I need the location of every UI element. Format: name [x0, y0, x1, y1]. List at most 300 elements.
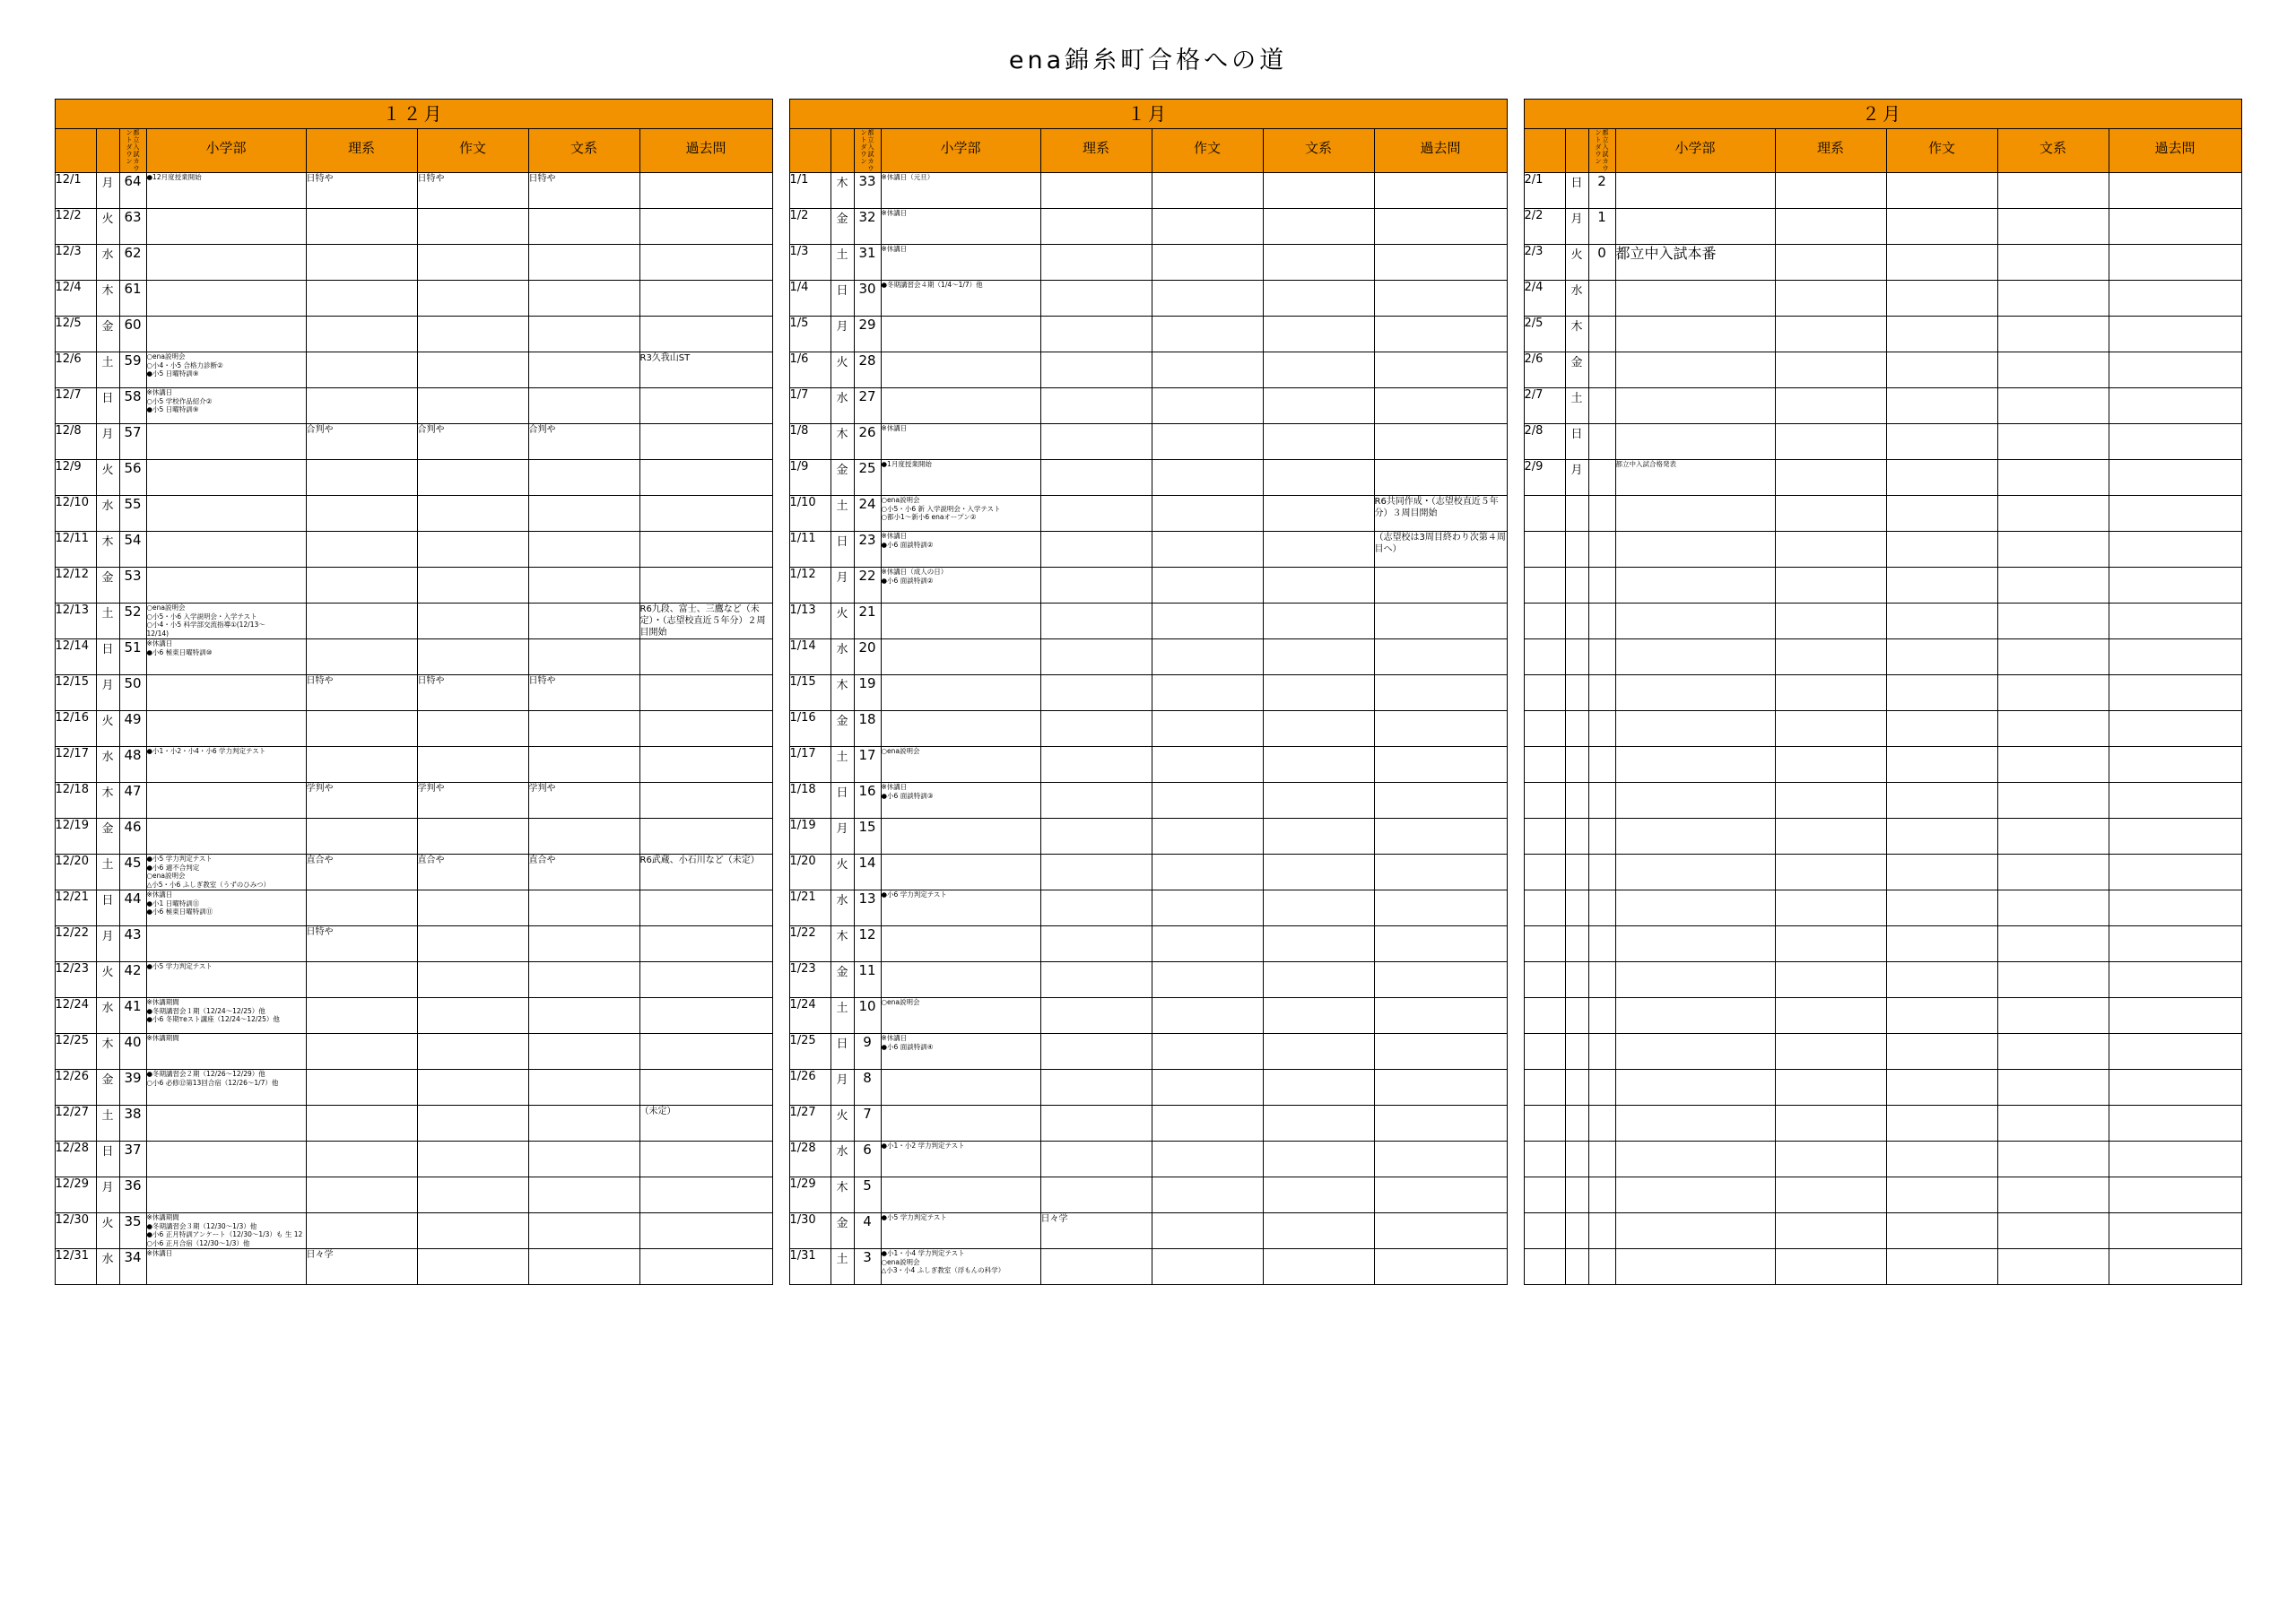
header-countdown: ン ト ダ ウ ン 都 立 入 試 カ ウ: [1588, 129, 1615, 173]
cell-date: 2/3: [1524, 245, 1565, 281]
cell-date: [1524, 532, 1565, 568]
cell-countdown: [1588, 460, 1615, 496]
table-row: [55, 604, 772, 639]
cell-kakomon: [2109, 1070, 2241, 1106]
cell-rikei: [1040, 532, 1152, 568]
cell-rikei: [1040, 1106, 1152, 1142]
cell-bunkei: [1997, 496, 2109, 532]
cell-sakubun: [1152, 675, 1263, 711]
cell-kakomon: （志望校は3周目終わり次第４周目へ）: [1374, 532, 1507, 568]
table-row: [1524, 1106, 2241, 1142]
cell-bunkei: [528, 532, 639, 568]
cell-kakomon: [639, 1177, 772, 1213]
cell-sakubun: [1886, 245, 1997, 281]
cell-kakomon: [1374, 209, 1507, 245]
cell-bunkei: [1997, 604, 2109, 639]
cell-sakubun: [1152, 639, 1263, 675]
cell-date: [1524, 675, 1565, 711]
cell-rikei: [1040, 711, 1152, 747]
cell-date: 12/19: [55, 819, 96, 855]
cell-kakomon: [2109, 496, 2241, 532]
calendar-grid: [0, 99, 2296, 1285]
cell-date: 12/16: [55, 711, 96, 747]
cell-countdown: [1588, 639, 1615, 675]
cell-shougakubu: [1615, 281, 1775, 317]
cell-rikei: [1040, 747, 1152, 783]
cell-bunkei: [1263, 819, 1374, 855]
cell-dayofweek: [1565, 496, 1588, 532]
cell-bunkei: [1997, 711, 2109, 747]
cell-dayofweek: 火: [831, 1106, 854, 1142]
cell-shougakubu: [1615, 424, 1775, 460]
table-row: [55, 890, 772, 926]
cell-kakomon: [1374, 639, 1507, 675]
cell-sakubun: [1152, 819, 1263, 855]
cell-date: 12/29: [55, 1177, 96, 1213]
cell-rikei: [306, 1034, 417, 1070]
table-row: [789, 317, 1507, 352]
cell-dayofweek: 土: [831, 496, 854, 532]
cell-rikei: [1775, 496, 1886, 532]
cell-shougakubu: [1615, 747, 1775, 783]
cell-sakubun: [1886, 1177, 1997, 1213]
cell-countdown: [1588, 1070, 1615, 1106]
cell-rikei: [1040, 352, 1152, 388]
cell-rikei: [1775, 604, 1886, 639]
cell-dayofweek: [1565, 604, 1588, 639]
cell-date: 1/9: [789, 460, 831, 496]
cell-bunkei: [1997, 890, 2109, 926]
cell-bunkei: [1263, 281, 1374, 317]
cell-kakomon: [1374, 1106, 1507, 1142]
cell-dayofweek: 月: [96, 424, 119, 460]
table-row: [789, 1177, 1507, 1213]
cell-shougakubu: [146, 532, 306, 568]
cell-bunkei: [1263, 173, 1374, 209]
cell-sakubun: [1886, 783, 1997, 819]
cell-shougakubu: ※休講日 ●小6 極東日曜特訓⑩: [146, 639, 306, 675]
cell-countdown: [1588, 747, 1615, 783]
header-sakubun: 作文: [1886, 129, 1997, 173]
cell-dayofweek: 火: [96, 209, 119, 245]
cell-dayofweek: 日: [96, 890, 119, 926]
cell-rikei: [306, 388, 417, 424]
cell-sakubun: [1886, 604, 1997, 639]
table-row: [55, 675, 772, 711]
table-row: [1524, 209, 2241, 245]
cell-kakomon: R6武蔵、小石川など（未定）: [639, 855, 772, 890]
cell-kakomon: [639, 424, 772, 460]
cell-rikei: [306, 281, 417, 317]
cell-countdown: 33: [854, 173, 881, 209]
cell-countdown: [1588, 568, 1615, 604]
page-title: ena錦糸町合格への道: [1008, 47, 1288, 74]
cell-dayofweek: 木: [831, 173, 854, 209]
cell-dayofweek: 土: [831, 245, 854, 281]
cell-dayofweek: [1565, 639, 1588, 675]
cell-date: [1524, 998, 1565, 1034]
cell-shougakubu: 都立中入試合格発表: [1615, 460, 1775, 496]
cell-rikei: [306, 890, 417, 926]
header-dayofweek: [96, 129, 119, 173]
cell-rikei: [1775, 747, 1886, 783]
cell-countdown: 0: [1588, 245, 1615, 281]
cell-kakomon: [2109, 568, 2241, 604]
cell-date: 12/15: [55, 675, 96, 711]
cell-sakubun: [1886, 317, 1997, 352]
cell-kakomon: [639, 783, 772, 819]
cell-kakomon: [639, 388, 772, 424]
cell-rikei: [1040, 998, 1152, 1034]
cell-kakomon: [1374, 1213, 1507, 1249]
cell-shougakubu: [1615, 998, 1775, 1034]
cell-bunkei: [528, 926, 639, 962]
cell-bunkei: [528, 568, 639, 604]
cell-rikei: [306, 1213, 417, 1249]
month-separator: [773, 99, 789, 1285]
cell-date: [1524, 1249, 1565, 1285]
cell-bunkei: [1263, 352, 1374, 388]
header-bunkei: 文系: [1263, 129, 1374, 173]
cell-dayofweek: 月: [831, 1070, 854, 1106]
cell-shougakubu: [146, 1106, 306, 1142]
table-row: [55, 209, 772, 245]
cell-sakubun: [1152, 388, 1263, 424]
cell-kakomon: R6共同作成・（志望校直近５年分）３周目開始: [1374, 496, 1507, 532]
cell-dayofweek: [1565, 998, 1588, 1034]
cell-countdown: 47: [119, 783, 146, 819]
cell-bunkei: [1263, 926, 1374, 962]
cell-rikei: [306, 639, 417, 675]
table-row: [1524, 998, 2241, 1034]
cell-sakubun: [417, 532, 528, 568]
cell-shougakubu: ○ena説明会: [881, 998, 1040, 1034]
cell-shougakubu: [146, 281, 306, 317]
cell-countdown: 43: [119, 926, 146, 962]
cell-countdown: 12: [854, 926, 881, 962]
cell-rikei: [1040, 496, 1152, 532]
cell-bunkei: [1997, 783, 2109, 819]
cell-countdown: 53: [119, 568, 146, 604]
cell-bunkei: [1997, 1106, 2109, 1142]
cell-shougakubu: ○ena説明会 ○小5・小6 入学説明会・入学テスト ○小4・小5 科学部交流指導①(12/13～ 12/14): [146, 604, 306, 639]
cell-shougakubu: [881, 604, 1040, 639]
cell-kakomon: [2109, 890, 2241, 926]
cell-shougakubu: [146, 926, 306, 962]
cell-kakomon: [639, 998, 772, 1034]
cell-sakubun: [1886, 998, 1997, 1034]
cell-bunkei: [1263, 1249, 1374, 1285]
cell-bunkei: [1997, 352, 2109, 388]
table-row: [789, 962, 1507, 998]
cell-kakomon: [1374, 998, 1507, 1034]
table-row: [789, 352, 1507, 388]
cell-dayofweek: [1565, 1249, 1588, 1285]
cell-rikei: [1040, 1070, 1152, 1106]
cell-bunkei: [1997, 855, 2109, 890]
cell-countdown: 46: [119, 819, 146, 855]
cell-date: 12/18: [55, 783, 96, 819]
cell-rikei: [306, 209, 417, 245]
cell-countdown: 52: [119, 604, 146, 639]
cell-countdown: 26: [854, 424, 881, 460]
cell-kakomon: [2109, 1034, 2241, 1070]
cell-rikei: [306, 747, 417, 783]
cell-bunkei: [1997, 675, 2109, 711]
cell-kakomon: [2109, 173, 2241, 209]
cell-date: 1/25: [789, 1034, 831, 1070]
cell-sakubun: [417, 1249, 528, 1285]
header-date: [55, 129, 96, 173]
cell-dayofweek: 土: [831, 998, 854, 1034]
cell-date: 1/13: [789, 604, 831, 639]
table-row: [789, 532, 1507, 568]
cell-dayofweek: 火: [96, 711, 119, 747]
table-row: [789, 783, 1507, 819]
cell-shougakubu: [881, 388, 1040, 424]
cell-countdown: [1588, 424, 1615, 460]
table-row: [1524, 568, 2241, 604]
cell-kakomon: [1374, 424, 1507, 460]
cell-dayofweek: 日: [96, 1142, 119, 1177]
cell-countdown: [1588, 1106, 1615, 1142]
cell-shougakubu: [1615, 962, 1775, 998]
cell-shougakubu: ※休講日: [146, 1249, 306, 1285]
cell-dayofweek: [1565, 855, 1588, 890]
cell-date: 12/25: [55, 1034, 96, 1070]
cell-bunkei: [1263, 1034, 1374, 1070]
cell-dayofweek: 土: [96, 855, 119, 890]
cell-rikei: [1775, 962, 1886, 998]
cell-shougakubu: ●1月度授業開始: [881, 460, 1040, 496]
cell-sakubun: [1886, 352, 1997, 388]
table-row: [789, 173, 1507, 209]
cell-bunkei: [528, 962, 639, 998]
cell-sakubun: [1152, 604, 1263, 639]
cell-dayofweek: 月: [96, 173, 119, 209]
cell-bunkei: [528, 711, 639, 747]
cell-date: [1524, 496, 1565, 532]
cell-kakomon: [1374, 1142, 1507, 1177]
cell-kakomon: [639, 209, 772, 245]
cell-rikei: [306, 245, 417, 281]
cell-sakubun: [417, 1142, 528, 1177]
cell-sakubun: 直合や: [417, 855, 528, 890]
table-row: [55, 317, 772, 352]
cell-date: 2/6: [1524, 352, 1565, 388]
cell-sakubun: 日特や: [417, 173, 528, 209]
cell-bunkei: [1997, 245, 2109, 281]
header-date: [789, 129, 831, 173]
cell-rikei: [306, 998, 417, 1034]
cell-dayofweek: 木: [1565, 317, 1588, 352]
cell-rikei: [306, 496, 417, 532]
cell-rikei: [1040, 245, 1152, 281]
cell-dayofweek: 金: [96, 568, 119, 604]
table-row: [789, 675, 1507, 711]
cell-kakomon: [639, 711, 772, 747]
cell-sakubun: [1152, 568, 1263, 604]
cell-kakomon: [1374, 675, 1507, 711]
cell-countdown: 37: [119, 1142, 146, 1177]
header-rikei: 理系: [1040, 129, 1152, 173]
table-row: [55, 1213, 772, 1249]
cell-date: 1/21: [789, 890, 831, 926]
cell-countdown: 54: [119, 532, 146, 568]
cell-kakomon: [2109, 639, 2241, 675]
cell-countdown: 35: [119, 1213, 146, 1249]
cell-sakubun: [1152, 1142, 1263, 1177]
cell-countdown: 5: [854, 1177, 881, 1213]
cell-rikei: [1040, 675, 1152, 711]
cell-shougakubu: ●12月度授業開始: [146, 173, 306, 209]
cell-dayofweek: 木: [831, 424, 854, 460]
cell-shougakubu: [1615, 1249, 1775, 1285]
cell-shougakubu: ※休講日 ●小6 面談特訓③: [881, 783, 1040, 819]
cell-sakubun: [1886, 424, 1997, 460]
cell-bunkei: [528, 890, 639, 926]
cell-shougakubu: ○ena説明会 ○小4・小5 合格力診断② ●小5 日曜特訓⑨: [146, 352, 306, 388]
cell-sakubun: [1152, 1213, 1263, 1249]
cell-date: 12/5: [55, 317, 96, 352]
cell-kakomon: [2109, 819, 2241, 855]
cell-kakomon: [2109, 352, 2241, 388]
header-shougakubu: 小学部: [881, 129, 1040, 173]
cell-bunkei: [1997, 1142, 2109, 1177]
cell-dayofweek: 日: [831, 1034, 854, 1070]
cell-sakubun: [1152, 711, 1263, 747]
cell-rikei: [1775, 1249, 1886, 1285]
cell-dayofweek: 金: [831, 962, 854, 998]
cell-dayofweek: 木: [96, 1034, 119, 1070]
cell-dayofweek: 月: [831, 819, 854, 855]
cell-bunkei: [528, 1177, 639, 1213]
cell-dayofweek: 日: [1565, 173, 1588, 209]
table-row: [789, 1142, 1507, 1177]
cell-dayofweek: 金: [831, 1213, 854, 1249]
cell-bunkei: [528, 1034, 639, 1070]
table-row: [1524, 855, 2241, 890]
cell-sakubun: [1886, 460, 1997, 496]
cell-rikei: [1775, 855, 1886, 890]
table-row: [1524, 317, 2241, 352]
cell-date: 1/26: [789, 1070, 831, 1106]
cell-shougakubu: [1615, 317, 1775, 352]
cell-dayofweek: 日: [831, 281, 854, 317]
cell-sakubun: [417, 998, 528, 1034]
cell-kakomon: [1374, 604, 1507, 639]
cell-shougakubu: [881, 1177, 1040, 1213]
table-row: [1524, 388, 2241, 424]
cell-countdown: [1588, 890, 1615, 926]
cell-bunkei: [528, 460, 639, 496]
cell-kakomon: [2109, 281, 2241, 317]
cell-dayofweek: 火: [831, 604, 854, 639]
cell-bunkei: [1997, 998, 2109, 1034]
table-row: [789, 926, 1507, 962]
cell-bunkei: [1997, 1213, 2109, 1249]
cell-date: 12/14: [55, 639, 96, 675]
cell-date: 2/4: [1524, 281, 1565, 317]
cell-countdown: 19: [854, 675, 881, 711]
cell-sakubun: [1152, 352, 1263, 388]
cell-countdown: [1588, 532, 1615, 568]
cell-sakubun: [1886, 1034, 1997, 1070]
cell-shougakubu: [146, 783, 306, 819]
cell-countdown: 13: [854, 890, 881, 926]
cell-date: 12/4: [55, 281, 96, 317]
cell-bunkei: [1997, 1070, 2109, 1106]
cell-countdown: [1588, 855, 1615, 890]
cell-dayofweek: [1565, 926, 1588, 962]
cell-kakomon: [1374, 1177, 1507, 1213]
table-row: [789, 424, 1507, 460]
cell-sakubun: [1152, 1034, 1263, 1070]
cell-rikei: [1775, 819, 1886, 855]
cell-shougakubu: [881, 855, 1040, 890]
cell-kakomon: [639, 173, 772, 209]
cell-sakubun: [1152, 1106, 1263, 1142]
cell-date: 1/31: [789, 1249, 831, 1285]
cell-kakomon: [639, 639, 772, 675]
cell-countdown: 58: [119, 388, 146, 424]
cell-rikei: [306, 568, 417, 604]
cell-bunkei: [1263, 1142, 1374, 1177]
cell-sakubun: [417, 460, 528, 496]
cell-shougakubu: ●冬期講習会２期（12/26～12/29）他 ○小6 必修⑫第13回合宿（12/26～1/7）他: [146, 1070, 306, 1106]
cell-countdown: 3: [854, 1249, 881, 1285]
cell-countdown: [1588, 317, 1615, 352]
cell-bunkei: [1997, 317, 2109, 352]
cell-dayofweek: 水: [831, 388, 854, 424]
cell-shougakubu: ※休講日 ●小6 面談特訓④: [881, 1034, 1040, 1070]
cell-sakubun: [1886, 1142, 1997, 1177]
cell-shougakubu: ※休講期間 ●冬期講習会３期（12/30～1/3）他 ●小6 正月特訓アンケート（12/30～1/3）も 生 12 ○小6 正月合宿（12/30～1/3）他: [146, 1213, 306, 1249]
cell-bunkei: 日特や: [528, 173, 639, 209]
table-row: [1524, 352, 2241, 388]
cell-rikei: 学判や: [306, 783, 417, 819]
cell-rikei: [1775, 1034, 1886, 1070]
cell-bunkei: [528, 1106, 639, 1142]
cell-countdown: 2: [1588, 173, 1615, 209]
cell-date: 1/30: [789, 1213, 831, 1249]
cell-kakomon: [1374, 890, 1507, 926]
cell-countdown: [1588, 388, 1615, 424]
cell-kakomon: [639, 1142, 772, 1177]
cell-dayofweek: 金: [831, 711, 854, 747]
cell-sakubun: [1152, 209, 1263, 245]
cell-kakomon: [2109, 1213, 2241, 1249]
header-sakubun: 作文: [417, 129, 528, 173]
cell-dayofweek: 金: [96, 819, 119, 855]
cell-sakubun: [1886, 926, 1997, 962]
table-row: [789, 245, 1507, 281]
cell-date: 12/2: [55, 209, 96, 245]
cell-date: [1524, 1142, 1565, 1177]
cell-bunkei: [1997, 962, 2109, 998]
table-row: [55, 855, 772, 890]
table-row: [55, 1249, 772, 1285]
cell-kakomon: [1374, 173, 1507, 209]
cell-shougakubu: [146, 460, 306, 496]
cell-dayofweek: 木: [831, 1177, 854, 1213]
cell-date: 2/7: [1524, 388, 1565, 424]
table-row: [55, 388, 772, 424]
cell-shougakubu: [1615, 1177, 1775, 1213]
header-dayofweek: [831, 129, 854, 173]
cell-countdown: 40: [119, 1034, 146, 1070]
cell-shougakubu: [1615, 890, 1775, 926]
